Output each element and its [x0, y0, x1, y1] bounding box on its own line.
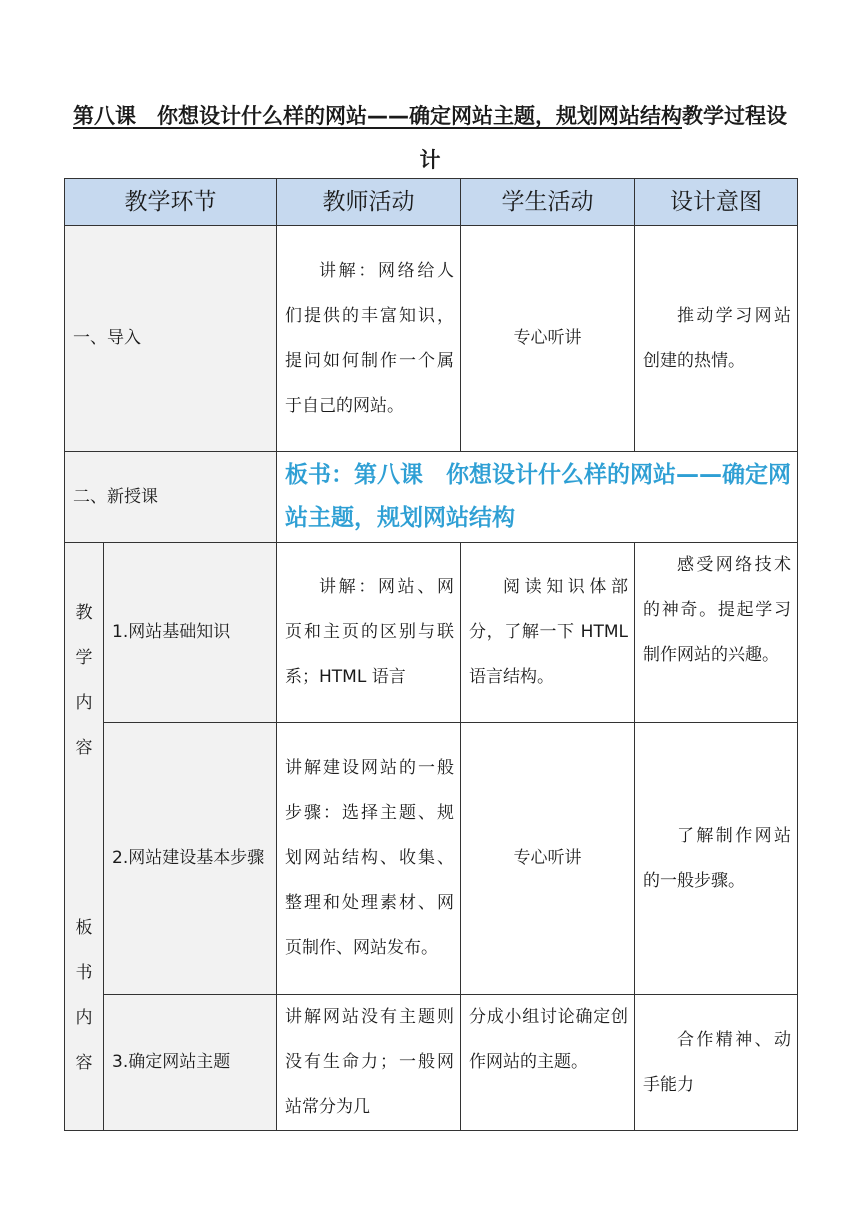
stage-cell: 1.网站基础知识: [104, 543, 277, 723]
intent-cell: 感受网络技术的神奇。提起学习制作网站的兴趣。: [635, 543, 798, 723]
side-label: [65, 543, 104, 1131]
student-cell: 专心听讲: [461, 226, 635, 452]
student-cell: 分成小组讨论确定创作网站的主题。: [461, 995, 635, 1131]
title-rest: 教学过程设计: [419, 104, 787, 172]
teacher-cell: 讲解网站没有主题则没有生命力；一般网站常分为几: [277, 995, 461, 1131]
teacher-cell: 讲解：网站、网页和主页的区别与联系；HTML 语言: [277, 543, 461, 723]
student-cell: 阅读知识体部分，了解一下 HTML 语言结构。: [461, 543, 635, 723]
document-title: [64, 94, 796, 182]
title-underlined: 第八课 你想设计什么样的网站——确定网站主题，规划网站结构: [73, 104, 682, 128]
header-student: 学生活动: [461, 179, 635, 226]
intent-cell: 推动学习网站创建的热情。: [635, 226, 798, 452]
student-cell: 专心听讲: [461, 723, 635, 995]
side-label-top: 教 学 内 容: [75, 603, 93, 758]
teacher-cell: 讲解：网络给人们提供的丰富知识，提问如何制作一个属于自己的网站。: [277, 226, 461, 452]
teacher-cell: 讲解建设网站的一般步骤：选择主题、规划网站结构、收集、整理和处理素材、网页制作、网站发布。: [277, 723, 461, 995]
table-row: [65, 452, 798, 543]
table-row: [65, 723, 798, 995]
header-row: [65, 179, 798, 226]
table-row: [65, 226, 798, 452]
table-row: [65, 995, 798, 1131]
board-text: 板书：第八课 你想设计什么样的网站——确定网站主题，规划网站结构: [277, 452, 798, 543]
header-stage: 教学环节: [65, 179, 277, 226]
table-row: [65, 543, 798, 723]
header-intent: 设计意图: [635, 179, 798, 226]
header-teacher: 教师活动: [277, 179, 461, 226]
intent-cell: 了解制作网站的一般步骤。: [635, 723, 798, 995]
stage-cell: 2.网站建设基本步骤: [104, 723, 277, 995]
stage-cell: 一、导入: [65, 226, 277, 452]
stage-cell: 3.确定网站主题: [104, 995, 277, 1131]
stage-cell: 二、新授课: [65, 452, 277, 543]
intent-cell: 合作精神、动手能力: [635, 995, 798, 1131]
side-label-bottom: 板 书 内 容: [75, 918, 93, 1073]
lesson-table: [64, 178, 798, 1131]
